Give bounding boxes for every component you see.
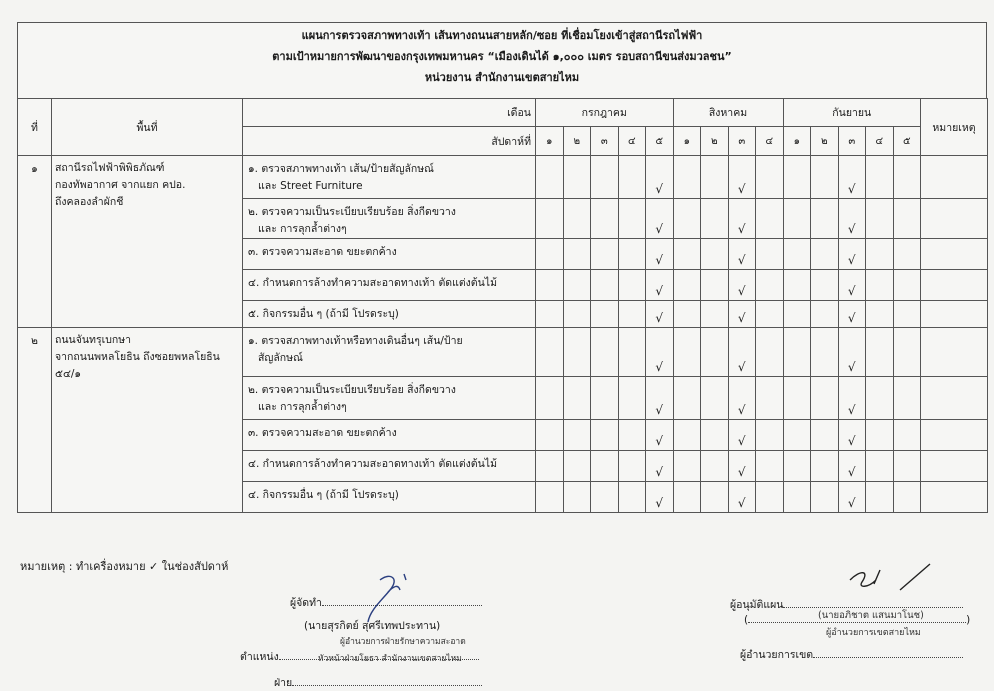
header-month-august: สิงหาคม bbox=[673, 99, 783, 127]
week-cell bbox=[591, 199, 619, 239]
row-number: ๑ bbox=[18, 156, 52, 328]
tick-mark: √ bbox=[646, 377, 674, 420]
week-cell bbox=[866, 199, 894, 239]
week-cell bbox=[893, 239, 921, 270]
week-cell bbox=[591, 451, 619, 482]
header-week-cell: ๒ bbox=[563, 127, 591, 156]
title-line-1: แผนการตรวจสภาพทางเท้า เส้นทางถนนสายหลัก/ซอย ที่เชื่อมโยงเข้าสู่สถานีรถไฟฟ้า bbox=[301, 29, 703, 42]
approved-by-paren: ( ) bbox=[744, 614, 971, 626]
title-line-3: หน่วยงาน สำนักงานเขตสายไหม bbox=[424, 71, 580, 84]
week-cell bbox=[591, 377, 619, 420]
week-cell bbox=[811, 301, 839, 328]
week-cell bbox=[536, 301, 564, 328]
tick-mark: √ bbox=[728, 482, 756, 513]
signature-right bbox=[840, 560, 940, 600]
table-row bbox=[18, 328, 988, 377]
remark-cell bbox=[921, 156, 988, 199]
check-icon: ✓ bbox=[149, 560, 159, 573]
task-line: ๔. กำหนดการล้างทำความสะอาดทางเท้า ตัดแต่งต้นไม้ bbox=[248, 458, 498, 470]
week-cell bbox=[701, 328, 729, 377]
task-cell bbox=[243, 420, 536, 451]
task-line: ๔. กำหนดการล้างทำความสะอาดทางเท้า ตัดแต่งต้นไม้ bbox=[248, 277, 498, 289]
week-cell bbox=[618, 301, 646, 328]
department-label: ฝ่าย bbox=[274, 677, 293, 689]
week-cell bbox=[893, 301, 921, 328]
task-line: ๓. ตรวจความสะอาด ขยะตกค้าง bbox=[248, 246, 397, 258]
tick-mark: √ bbox=[646, 328, 674, 377]
week-cell bbox=[536, 482, 564, 513]
header-week-cell: ๔ bbox=[618, 127, 646, 156]
week-cell bbox=[866, 377, 894, 420]
tick-mark: √ bbox=[646, 482, 674, 513]
week-cell bbox=[591, 270, 619, 301]
task-line: ๓. ตรวจความสะอาด ขยะตกค้าง bbox=[248, 427, 397, 439]
remark-cell bbox=[921, 199, 988, 239]
header-week-cell: ๕ bbox=[893, 127, 921, 156]
task-cell bbox=[243, 328, 536, 377]
week-cell bbox=[618, 199, 646, 239]
week-cell bbox=[673, 239, 701, 270]
approved-by-label: ผู้อนุมัติแผน bbox=[730, 599, 784, 611]
remark-cell bbox=[921, 377, 988, 420]
week-cell bbox=[866, 239, 894, 270]
approved-by-name: (นายอภิชาต แสนมาโนช) bbox=[818, 610, 924, 621]
week-cell bbox=[783, 199, 811, 239]
week-cell bbox=[893, 270, 921, 301]
remark-cell bbox=[921, 451, 988, 482]
week-cell bbox=[701, 377, 729, 420]
week-cell bbox=[811, 377, 839, 420]
header-week-cell: ๑ bbox=[536, 127, 564, 156]
week-cell bbox=[701, 420, 729, 451]
week-cell bbox=[563, 482, 591, 513]
week-cell bbox=[673, 482, 701, 513]
week-cell bbox=[866, 156, 894, 199]
week-cell bbox=[536, 239, 564, 270]
position-label: ตำแหน่ง bbox=[240, 651, 279, 663]
task-cell bbox=[243, 301, 536, 328]
task-cell bbox=[243, 482, 536, 513]
week-cell bbox=[563, 328, 591, 377]
week-cell bbox=[756, 377, 784, 420]
week-cell bbox=[618, 156, 646, 199]
week-cell bbox=[673, 328, 701, 377]
week-cell bbox=[756, 270, 784, 301]
week-cell bbox=[563, 377, 591, 420]
task-cell bbox=[243, 270, 536, 301]
header-week-cell: ๓ bbox=[591, 127, 619, 156]
week-cell bbox=[536, 156, 564, 199]
tick-mark: √ bbox=[838, 199, 866, 239]
week-cell bbox=[673, 301, 701, 328]
tick-mark: √ bbox=[838, 328, 866, 377]
header-week-cell: ๒ bbox=[811, 127, 839, 156]
header-week-cell: ๓ bbox=[838, 127, 866, 156]
week-cell bbox=[591, 420, 619, 451]
week-cell bbox=[591, 328, 619, 377]
header-week-cell: ๑ bbox=[673, 127, 701, 156]
week-cell bbox=[618, 239, 646, 270]
week-cell bbox=[893, 482, 921, 513]
approved-by-title: ผู้อำนวยการเขตสายไหม bbox=[826, 628, 921, 638]
tick-mark: √ bbox=[728, 270, 756, 301]
week-cell bbox=[673, 377, 701, 420]
week-cell bbox=[783, 301, 811, 328]
week-cell bbox=[563, 301, 591, 328]
week-cell bbox=[673, 451, 701, 482]
header-week-cell: ๒ bbox=[701, 127, 729, 156]
week-cell bbox=[536, 270, 564, 301]
week-cell bbox=[756, 328, 784, 377]
area-cell bbox=[52, 328, 243, 513]
header-week-cell: ๕ bbox=[646, 127, 674, 156]
week-cell bbox=[811, 482, 839, 513]
header-no: ที่ bbox=[18, 99, 52, 156]
task-line: ๔. กิจกรรมอื่น ๆ (ถ้ามี โปรดระบุ) bbox=[248, 489, 399, 501]
week-cell bbox=[618, 482, 646, 513]
tick-mark: √ bbox=[838, 451, 866, 482]
area-line: จากถนนพหลโยธิน ถึงซอยพหลโยธิน bbox=[55, 351, 220, 363]
week-cell bbox=[618, 420, 646, 451]
week-cell bbox=[536, 199, 564, 239]
tick-mark: √ bbox=[646, 420, 674, 451]
week-cell bbox=[811, 420, 839, 451]
week-cell bbox=[701, 270, 729, 301]
remark-cell bbox=[921, 301, 988, 328]
week-cell bbox=[866, 301, 894, 328]
document-title bbox=[17, 22, 987, 98]
tick-mark: √ bbox=[728, 156, 756, 199]
area-line: กองทัพอากาศ จากแยก คปอ. bbox=[55, 179, 186, 191]
week-cell bbox=[756, 451, 784, 482]
header-month-july: กรกฎาคม bbox=[536, 99, 674, 127]
week-cell bbox=[811, 270, 839, 301]
tick-mark: √ bbox=[728, 377, 756, 420]
director-label: ผู้อำนวยการเขต bbox=[740, 649, 814, 661]
week-cell bbox=[783, 328, 811, 377]
area-line: ถึงคลองลำผักชี bbox=[55, 196, 124, 208]
tick-mark: √ bbox=[728, 420, 756, 451]
week-cell bbox=[618, 270, 646, 301]
task-line: ๒. ตรวจความเป็นระเบียบเรียบร้อย สิ่งกีดขวาง bbox=[248, 206, 456, 218]
week-cell bbox=[591, 482, 619, 513]
table-row bbox=[18, 156, 988, 199]
prepared-by-name: (นายสุรกิตย์ สุศรีเทพประทาน) bbox=[304, 620, 441, 632]
week-cell bbox=[563, 420, 591, 451]
area-line: สถานีรถไฟฟ้าพิพิธภัณฑ์ bbox=[55, 162, 165, 174]
tick-mark: √ bbox=[838, 239, 866, 270]
tick-mark: √ bbox=[838, 156, 866, 199]
position-value: หัวหน้าฝ่ายโยธา สำนักงานเขตสายไหม bbox=[318, 654, 462, 664]
tick-mark: √ bbox=[728, 199, 756, 239]
header-week-cell: ๔ bbox=[866, 127, 894, 156]
week-cell bbox=[783, 482, 811, 513]
week-cell bbox=[673, 270, 701, 301]
remark-cell bbox=[921, 328, 988, 377]
week-cell bbox=[811, 156, 839, 199]
area-line: ๕๔/๑ bbox=[55, 368, 82, 380]
header-remark: หมายเหตุ bbox=[921, 99, 988, 156]
task-cell bbox=[243, 451, 536, 482]
week-cell bbox=[563, 156, 591, 199]
week-cell bbox=[866, 270, 894, 301]
tick-mark: √ bbox=[646, 301, 674, 328]
remark-cell bbox=[921, 482, 988, 513]
week-cell bbox=[536, 328, 564, 377]
week-cell bbox=[701, 156, 729, 199]
footer-note bbox=[20, 557, 228, 575]
tick-mark: √ bbox=[838, 270, 866, 301]
week-cell bbox=[756, 420, 784, 451]
header-area: พื้นที่ bbox=[52, 99, 243, 156]
week-cell bbox=[756, 199, 784, 239]
area-cell bbox=[52, 156, 243, 328]
remark-cell bbox=[921, 239, 988, 270]
task-cell bbox=[243, 199, 536, 239]
week-cell bbox=[811, 451, 839, 482]
task-line: และ การลุกล้ำต่างๆ bbox=[258, 223, 347, 235]
week-cell bbox=[811, 239, 839, 270]
week-cell bbox=[783, 156, 811, 199]
week-cell bbox=[618, 377, 646, 420]
tick-mark: √ bbox=[838, 301, 866, 328]
week-cell bbox=[866, 451, 894, 482]
week-cell bbox=[783, 420, 811, 451]
row-number: ๒ bbox=[18, 328, 52, 513]
week-cell bbox=[811, 199, 839, 239]
task-line: ๕. กิจกรรมอื่น ๆ (ถ้ามี โปรดระบุ) bbox=[248, 308, 399, 320]
week-cell bbox=[673, 156, 701, 199]
header-week-cell: ๑ bbox=[783, 127, 811, 156]
header-month-label: เดือน bbox=[243, 99, 536, 127]
tick-mark: √ bbox=[838, 482, 866, 513]
area-line: ถนนจันทรุเบกษา bbox=[55, 334, 132, 346]
tick-mark: √ bbox=[838, 420, 866, 451]
week-cell bbox=[618, 451, 646, 482]
week-cell bbox=[563, 199, 591, 239]
plan-table bbox=[17, 98, 988, 513]
remark-cell bbox=[921, 420, 988, 451]
task-line: สัญลักษณ์ bbox=[258, 352, 303, 364]
week-cell bbox=[783, 377, 811, 420]
tick-mark: √ bbox=[728, 301, 756, 328]
week-cell bbox=[701, 482, 729, 513]
week-cell bbox=[866, 420, 894, 451]
week-cell bbox=[591, 239, 619, 270]
week-cell bbox=[893, 199, 921, 239]
header-week-cell: ๓ bbox=[728, 127, 756, 156]
tick-mark: √ bbox=[728, 239, 756, 270]
header-month-september: กันยายน bbox=[783, 99, 921, 127]
week-cell bbox=[811, 328, 839, 377]
week-cell bbox=[783, 270, 811, 301]
week-cell bbox=[893, 328, 921, 377]
remark-cell bbox=[921, 270, 988, 301]
week-cell bbox=[756, 239, 784, 270]
tick-mark: √ bbox=[646, 270, 674, 301]
week-cell bbox=[673, 199, 701, 239]
tick-mark: √ bbox=[646, 451, 674, 482]
week-cell bbox=[536, 420, 564, 451]
week-cell bbox=[701, 451, 729, 482]
task-cell bbox=[243, 239, 536, 270]
task-line: ๑. ตรวจสภาพทางเท้า เส้น/ป้ายสัญลักษณ์ bbox=[248, 163, 434, 175]
task-line: ๑. ตรวจสภาพทางเท้าหรือทางเดินอื่นๆ เส้น/ป้าย bbox=[248, 335, 463, 347]
header-week-cell: ๔ bbox=[756, 127, 784, 156]
prepared-by-title: ผู้อำนวยการฝ่ายรักษาความสะอาด bbox=[340, 637, 466, 647]
week-cell bbox=[618, 328, 646, 377]
title-line-2: ตามเป้าหมายการพัฒนาของกรุงเทพมหานคร “เมืองเดินได้ ๑,๐๐๐ เมตร รอบสถานีขนส่งมวลชน” bbox=[272, 50, 732, 63]
week-cell bbox=[756, 156, 784, 199]
task-line: และ Street Furniture bbox=[258, 180, 363, 192]
week-cell bbox=[536, 377, 564, 420]
week-cell bbox=[783, 239, 811, 270]
week-cell bbox=[893, 156, 921, 199]
header-week-label: สัปดาห์ที่ bbox=[243, 127, 536, 156]
week-cell bbox=[673, 420, 701, 451]
tick-mark: √ bbox=[646, 156, 674, 199]
week-cell bbox=[893, 420, 921, 451]
week-cell bbox=[563, 270, 591, 301]
week-cell bbox=[893, 377, 921, 420]
task-cell bbox=[243, 377, 536, 420]
director-line bbox=[740, 646, 963, 663]
week-cell bbox=[701, 199, 729, 239]
week-cell bbox=[866, 482, 894, 513]
week-cell bbox=[756, 482, 784, 513]
week-cell bbox=[701, 301, 729, 328]
tick-mark: √ bbox=[728, 451, 756, 482]
week-cell bbox=[783, 451, 811, 482]
week-cell bbox=[591, 156, 619, 199]
task-line: ๒. ตรวจความเป็นระเบียบเรียบร้อย สิ่งกีดขวาง bbox=[248, 384, 456, 396]
week-cell bbox=[536, 451, 564, 482]
week-cell bbox=[866, 328, 894, 377]
week-cell bbox=[701, 239, 729, 270]
tick-mark: √ bbox=[728, 328, 756, 377]
tick-mark: √ bbox=[646, 239, 674, 270]
week-cell bbox=[563, 239, 591, 270]
task-cell bbox=[243, 156, 536, 199]
tick-mark: √ bbox=[838, 377, 866, 420]
week-cell bbox=[591, 301, 619, 328]
prepared-by-label: ผู้จัดทำ bbox=[290, 597, 322, 609]
week-cell bbox=[756, 301, 784, 328]
tick-mark: √ bbox=[646, 199, 674, 239]
footer-note-prefix: หมายเหตุ : ทำเครื่องหมาย bbox=[20, 560, 146, 573]
footer-note-suffix: ในช่องสัปดาห์ bbox=[161, 560, 229, 573]
department-line bbox=[274, 674, 482, 691]
week-cell bbox=[893, 451, 921, 482]
week-cell bbox=[563, 451, 591, 482]
task-line: และ การลุกล้ำต่างๆ bbox=[258, 401, 347, 413]
